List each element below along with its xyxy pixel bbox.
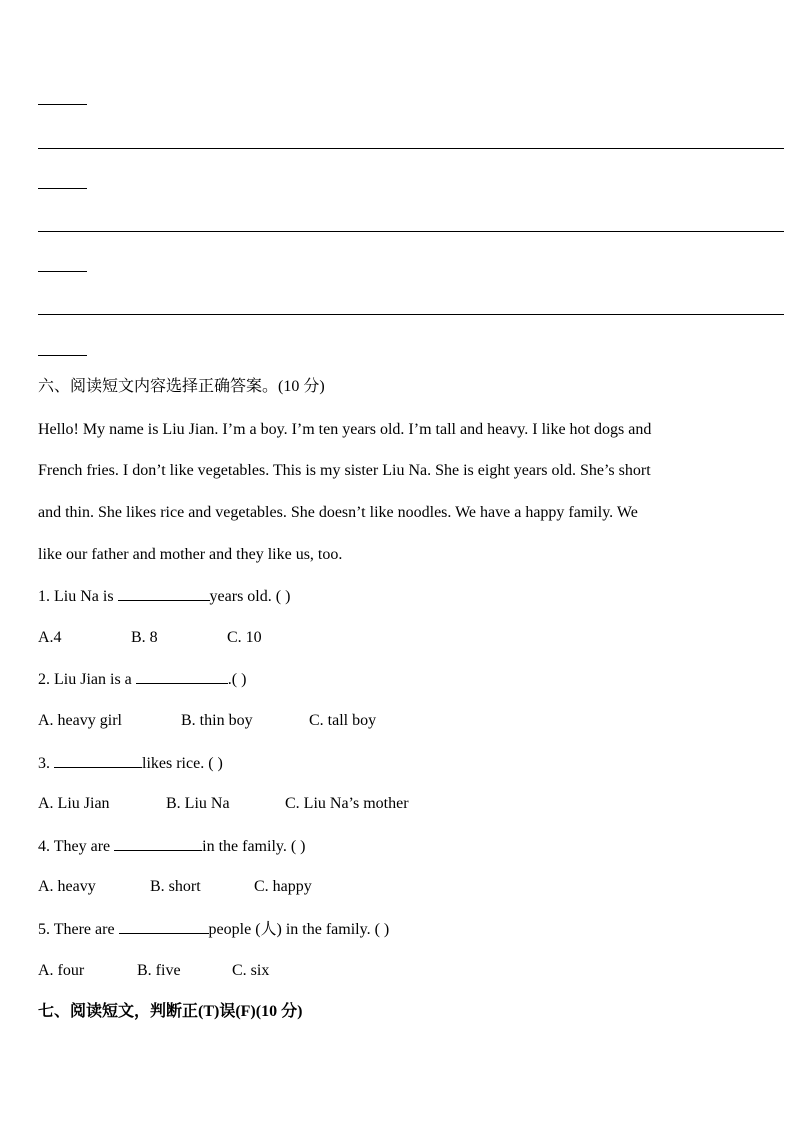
section-6-heading: 六、阅读短文内容选择正确答案。(10 分) [38, 378, 325, 395]
section-7-heading: 七、阅读短文，判断正(T)误(F)(10 分) [38, 1003, 303, 1020]
answer-line-short [38, 271, 87, 272]
question-text: likes rice. ( ) [142, 755, 223, 772]
option-a: A. four [38, 962, 85, 979]
question-text: 1. Liu Na is [38, 588, 118, 605]
option-c: C. tall boy [309, 712, 377, 729]
answer-line-full [38, 231, 784, 232]
question-text: 4. They are [38, 838, 115, 855]
question-2 [38, 669, 246, 690]
option-a: A. heavy girl [38, 712, 122, 729]
answer-blank[interactable] [119, 919, 209, 934]
option-b: B. short [150, 878, 201, 895]
question-text: 3. [38, 755, 54, 772]
question-text: .( ) [227, 671, 247, 688]
answer-blank[interactable] [54, 753, 142, 768]
question-text: 2. Liu Jian is a [38, 671, 136, 688]
option-c: C. six [232, 962, 270, 979]
passage-line: Hello! My name is Liu Jian. I’m a boy. I’m ten years old. I’m tall and heavy. I like hot dogs and [38, 421, 652, 438]
passage-line: like our father and mother and they like us, too. [38, 546, 343, 563]
question-text: people (人) in the family. ( ) [208, 921, 390, 938]
option-c: C. 10 [227, 629, 262, 646]
answer-line-short [38, 188, 87, 189]
option-b: B. five [137, 962, 181, 979]
option-b: B. Liu Na [166, 795, 230, 812]
answer-line-full [38, 148, 784, 149]
option-a: A. Liu Jian [38, 795, 110, 812]
answer-line-full [38, 314, 784, 315]
question-1 [38, 586, 290, 607]
option-c: C. happy [254, 878, 312, 895]
answer-blank[interactable] [136, 669, 228, 684]
answer-blank[interactable] [118, 586, 210, 601]
option-a: A.4 [38, 629, 62, 646]
question-text: in the family. ( ) [202, 838, 306, 855]
option-b: B. thin boy [181, 712, 253, 729]
question-3 [38, 753, 223, 774]
question-text: 5. There are [38, 921, 119, 938]
answer-blank[interactable] [114, 836, 202, 851]
question-text: years old. ( ) [209, 588, 291, 605]
option-c: C. Liu Na’s mother [285, 795, 409, 812]
option-b: B. 8 [131, 629, 158, 646]
answer-line-short [38, 355, 87, 356]
passage-line: French fries. I don’t like vegetables. This is my sister Liu Na. She is eight years old. She’s short [38, 462, 651, 479]
answer-line-short [38, 104, 87, 105]
question-5 [38, 919, 389, 940]
passage-line: and thin. She likes rice and vegetables. She doesn’t like noodles. We have a happy family. We [38, 504, 638, 521]
question-4 [38, 836, 306, 857]
option-a: A. heavy [38, 878, 96, 895]
